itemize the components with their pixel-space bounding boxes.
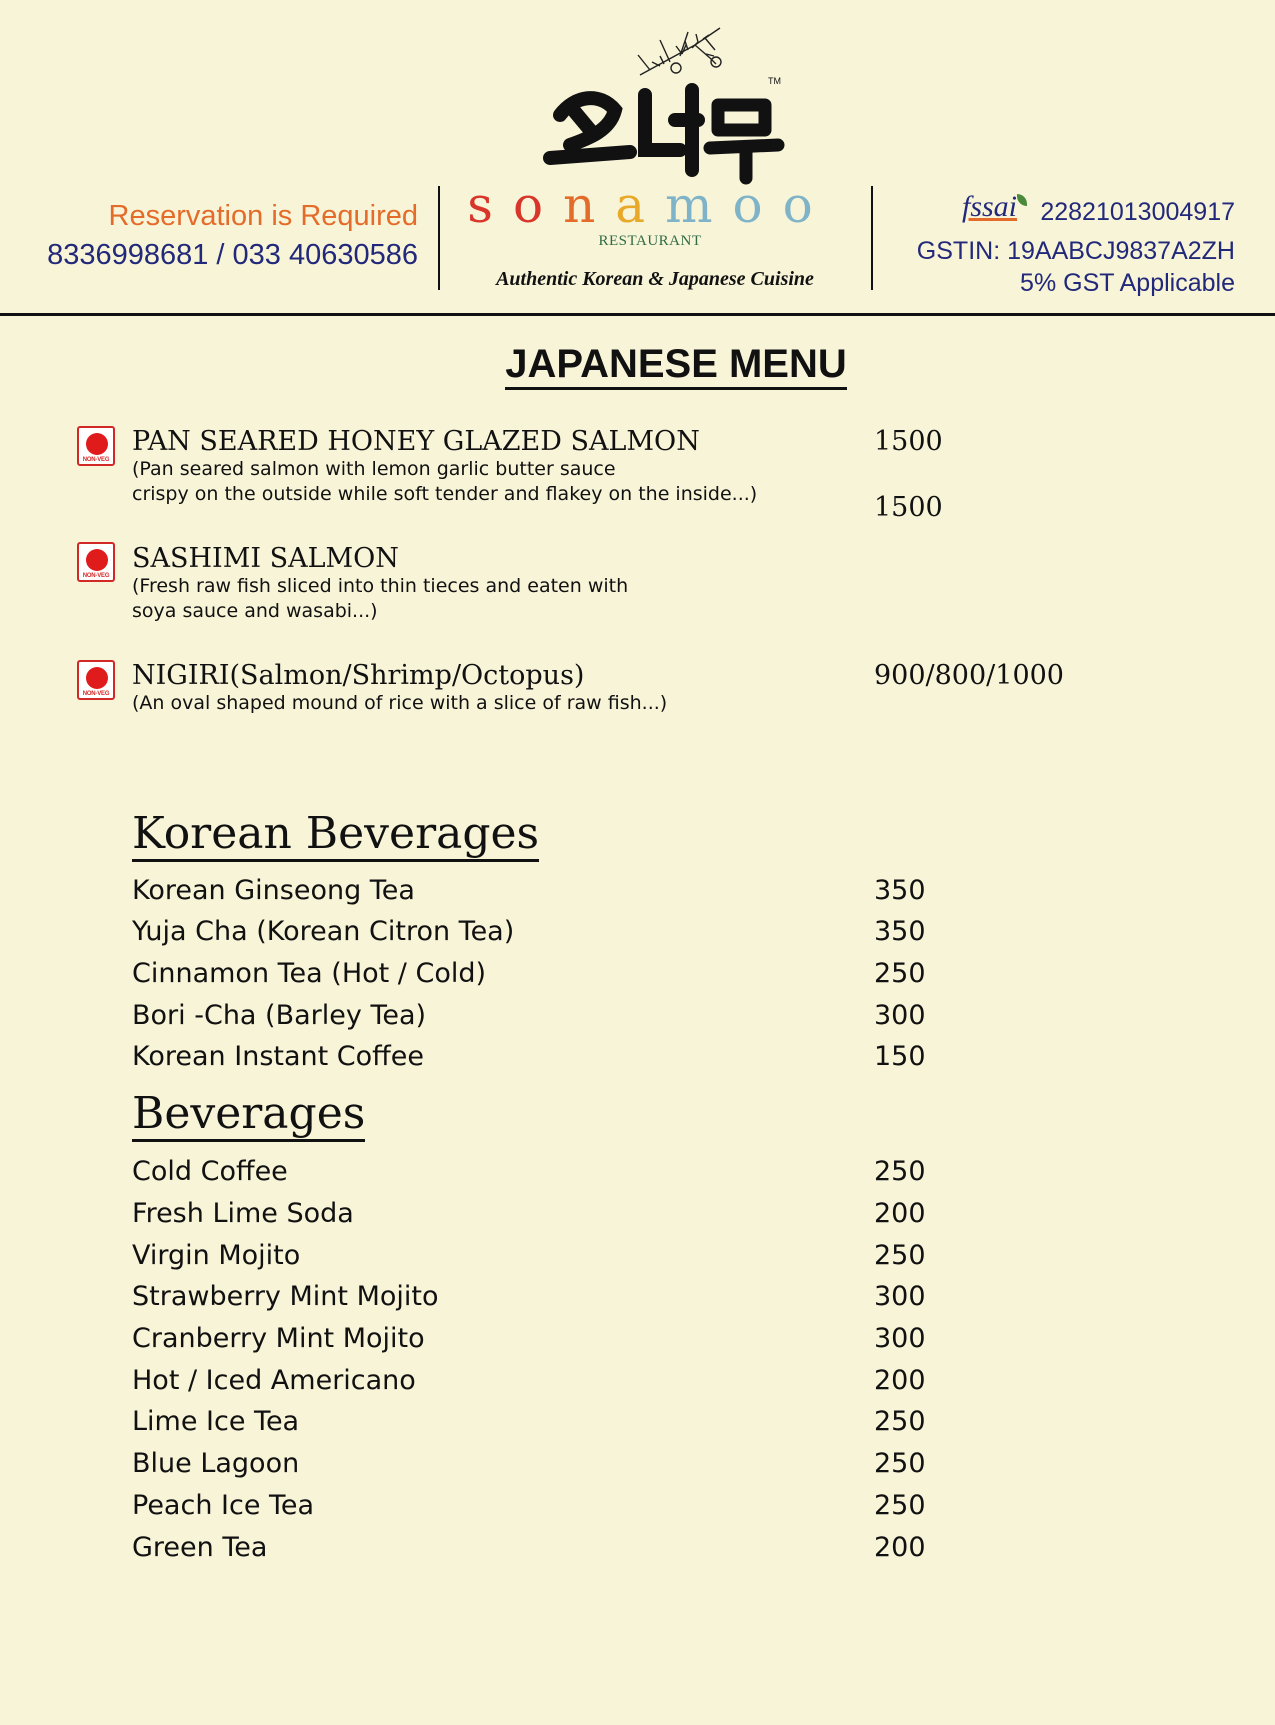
beverage-price: 350 [874,916,926,947]
beverage-name: Strawberry Mint Mojito [132,1281,439,1312]
restaurant-label: RESTAURANT [598,233,702,249]
beverage-price: 200 [874,1198,926,1229]
beverage-name: Cranberry Mint Mojito [132,1323,425,1354]
beverage-name: Cinnamon Tea (Hot / Cold) [132,958,487,989]
brand-letter: s [467,176,513,234]
non-veg-label: NON-VEG [82,457,110,463]
beverage-name: Cold Coffee [132,1156,288,1187]
beverage-price: 300 [874,1281,926,1312]
beverage-name: Blue Lagoon [132,1448,300,1479]
gstin: GSTIN: 19AABCJ9837A2ZH [916,237,1235,265]
trademark-mark: TM [768,76,781,86]
beverage-price: 200 [874,1532,926,1563]
tagline: Authentic Korean & Japanese Cuisine [496,268,814,290]
fssai-logo: fssai [962,190,1018,223]
beverage-name: Korean Ginseong Tea [132,875,415,906]
brand-letter: o [782,176,833,234]
beverage-name: Lime Ice Tea [132,1406,300,1437]
brand-letter: o [512,176,564,234]
dish-description: (Pan seared salmon with lemon garlic butter sauce crispy on the outside while soft tender and flakey on the inside...) [132,458,758,505]
beverage-name: Yuja Cha (Korean Citron Tea) [132,916,515,947]
beverage-price: 250 [874,1406,926,1437]
restaurant-logo [520,20,800,185]
brand-letter: n [563,176,616,234]
fssai-number: 22821013004917 [1040,198,1235,226]
beverage-name: Fresh Lime Soda [132,1198,354,1229]
beverage-name: Bori -Cha (Barley Tea) [132,1000,427,1031]
beverage-price: 250 [874,1490,926,1521]
non-veg-icon [77,660,115,700]
dish-name: NIGIRI(Salmon/Shrimp/Octopus) [132,660,585,691]
dish-name: PAN SEARED HONEY GLAZED SALMON [132,426,700,457]
korean-beverages-title-text: Korean Beverages [132,808,539,862]
beverage-name: Virgin Mojito [132,1240,301,1271]
korean-beverages-title [132,810,539,858]
beverage-price: 300 [874,1000,926,1031]
beverages-title-text: Beverages [132,1088,365,1142]
leaf-icon [1017,194,1027,206]
phone-numbers: 8336998681 / 033 40630586 [47,239,418,271]
gst-note: 5% GST Applicable [1020,269,1235,297]
header-rule [0,313,1275,316]
dish-price: 1500 [874,426,943,457]
non-veg-icon [77,426,115,466]
dish-price: 1500 [874,492,943,523]
brand-letter: m [665,176,733,234]
brand-letter: o [732,176,783,234]
beverages-title [132,1090,365,1138]
japanese-menu-title-text: JAPANESE MENU [505,342,847,390]
non-veg-label: NON-VEG [82,573,110,579]
dish-description: (An oval shaped mound of rice with a slice of raw fish...) [132,692,668,714]
non-veg-icon [77,542,115,582]
dish-price: 900/800/1000 [874,660,1064,691]
brand-letter: a [615,176,666,234]
beverage-price: 300 [874,1323,926,1354]
beverage-name: Korean Instant Coffee [132,1041,424,1072]
non-veg-label: NON-VEG [82,691,110,697]
beverage-name: Hot / Iced Americano [132,1365,416,1396]
beverage-price: 350 [874,875,926,906]
beverage-price: 250 [874,958,926,989]
beverage-name: Peach Ice Tea [132,1490,315,1521]
beverage-price: 250 [874,1240,926,1271]
dish-name: SASHIMI SALMON [132,543,399,574]
beverage-price: 150 [874,1041,926,1072]
beverage-price: 250 [874,1156,926,1187]
brand-wordmark [440,176,860,234]
pine-branch-icon [520,20,800,185]
beverage-price: 200 [874,1365,926,1396]
beverage-price: 250 [874,1448,926,1479]
dish-description: (Fresh raw fish sliced into thin tieces and eaten with soya sauce and wasabi...) [132,575,629,622]
reservation-note: Reservation is Required [108,200,418,232]
japanese-menu-title [0,342,1275,386]
beverage-name: Green Tea [132,1532,268,1563]
